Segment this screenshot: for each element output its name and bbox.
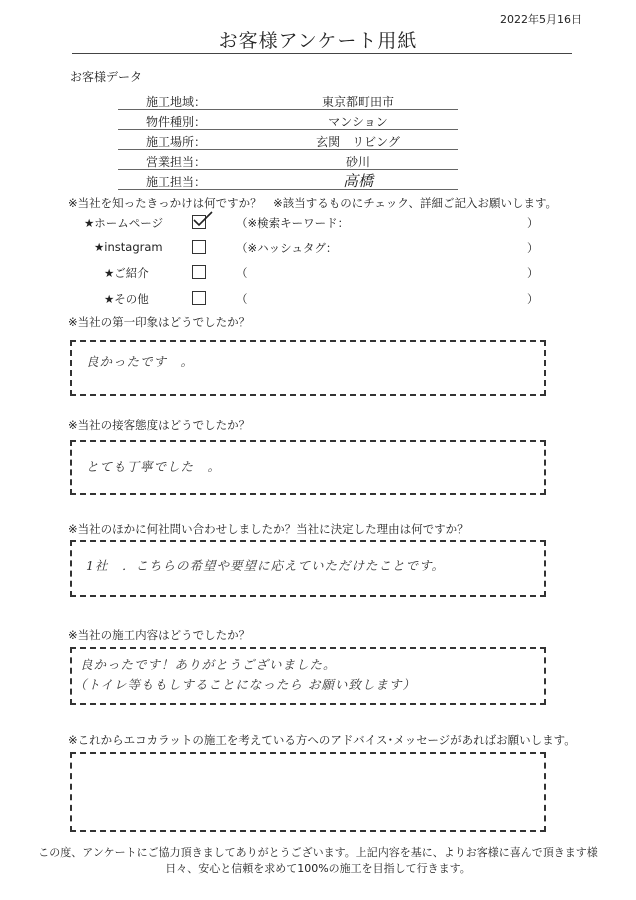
field-label: 営業担当： — [146, 155, 207, 169]
footer-line-1: この度、アンケートにご協力頂きましてありがとうございます。上記内容を基に、よりお客様に喜んで頂きます様 — [38, 846, 598, 859]
checkbox-homepage[interactable] — [192, 215, 206, 229]
answer-text: とても丁寧でした 。 — [86, 459, 222, 474]
question-3: ※当社の接客態度はどうでしたか？ — [68, 418, 251, 432]
option-label-other: ★その他 — [104, 292, 149, 306]
option-label-referral: ★ご紹介 — [104, 266, 149, 280]
answer-box-first-impression — [70, 340, 546, 396]
option-close-paren: ） — [527, 266, 539, 280]
option-detail-instagram: （※ハッシュタグ： — [236, 241, 338, 255]
option-close-paren: ） — [527, 241, 539, 255]
option-close-paren: ） — [527, 292, 539, 306]
customer-row-area — [118, 90, 458, 110]
question-4: ※当社のほかに何社問い合わせしましたか？当社に決定した理由は何ですか？ — [68, 522, 469, 536]
customer-row-sales-staff — [118, 150, 458, 170]
answer-text-line-1: 良かったです！ありがとうございました。 — [80, 657, 337, 672]
option-detail-other: （ — [236, 292, 248, 306]
check-mark-icon — [192, 210, 214, 230]
field-label: 物件種別： — [146, 115, 207, 129]
answer-box-installation — [70, 647, 546, 705]
customer-data-heading: お客様データ — [70, 70, 143, 84]
field-value: 玄関 リビング — [316, 135, 400, 149]
footer-line-2: 日々、安心と信頼を求めて100%の施工を目指して行きます。 — [165, 862, 471, 875]
answer-text: 1社 ．こちらの希望や要望に応えていただけたことです。 — [86, 558, 445, 573]
field-value: 東京都町田市 — [321, 95, 394, 109]
customer-row-property-type — [118, 110, 458, 130]
customer-row-location — [118, 130, 458, 150]
checkbox-referral[interactable] — [192, 265, 206, 279]
answer-box-decision-reason — [70, 540, 546, 597]
option-label-instagram: ★instagram — [94, 240, 163, 254]
survey-date: 2022年5月16日 — [500, 13, 582, 26]
question-2: ※当社の第一印象はどうでしたか？ — [68, 315, 251, 329]
answer-text-line-2: （トイレ等ももしすることになったら お願い致します） — [74, 677, 416, 692]
question-1: ※当社を知ったきっかけは何ですか？ ※該当するものにチェック、詳細ご記入お願いします。 — [68, 196, 558, 210]
field-value: 砂川 — [345, 155, 370, 169]
option-label-homepage: ★ホームページ — [84, 216, 164, 230]
answer-box-advice — [70, 752, 546, 832]
field-label: 施工地域： — [146, 95, 207, 109]
customer-row-install-staff — [118, 170, 458, 190]
field-value-handwritten: 高橋 — [342, 172, 373, 190]
checkbox-other[interactable] — [192, 291, 206, 305]
page-title: お客様アンケート用紙 — [218, 30, 418, 52]
field-value: マンション — [328, 115, 388, 129]
checkbox-instagram[interactable] — [192, 240, 206, 254]
option-detail-homepage: （※検索キーワード： — [236, 216, 350, 230]
title-underline — [72, 53, 572, 54]
option-detail-referral: （ — [236, 266, 248, 280]
question-5: ※当社の施工内容はどうでしたか？ — [68, 628, 251, 642]
option-close-paren: ） — [527, 216, 539, 230]
question-6: ※これからエコカラットの施工を考えている方へのアドバイス･メッセージがあればお願いします。 — [68, 733, 576, 747]
field-label: 施工場所： — [146, 135, 207, 149]
field-label: 施工担当： — [146, 175, 207, 189]
answer-box-customer-service — [70, 440, 546, 495]
answer-text: 良かったです 。 — [86, 354, 195, 369]
